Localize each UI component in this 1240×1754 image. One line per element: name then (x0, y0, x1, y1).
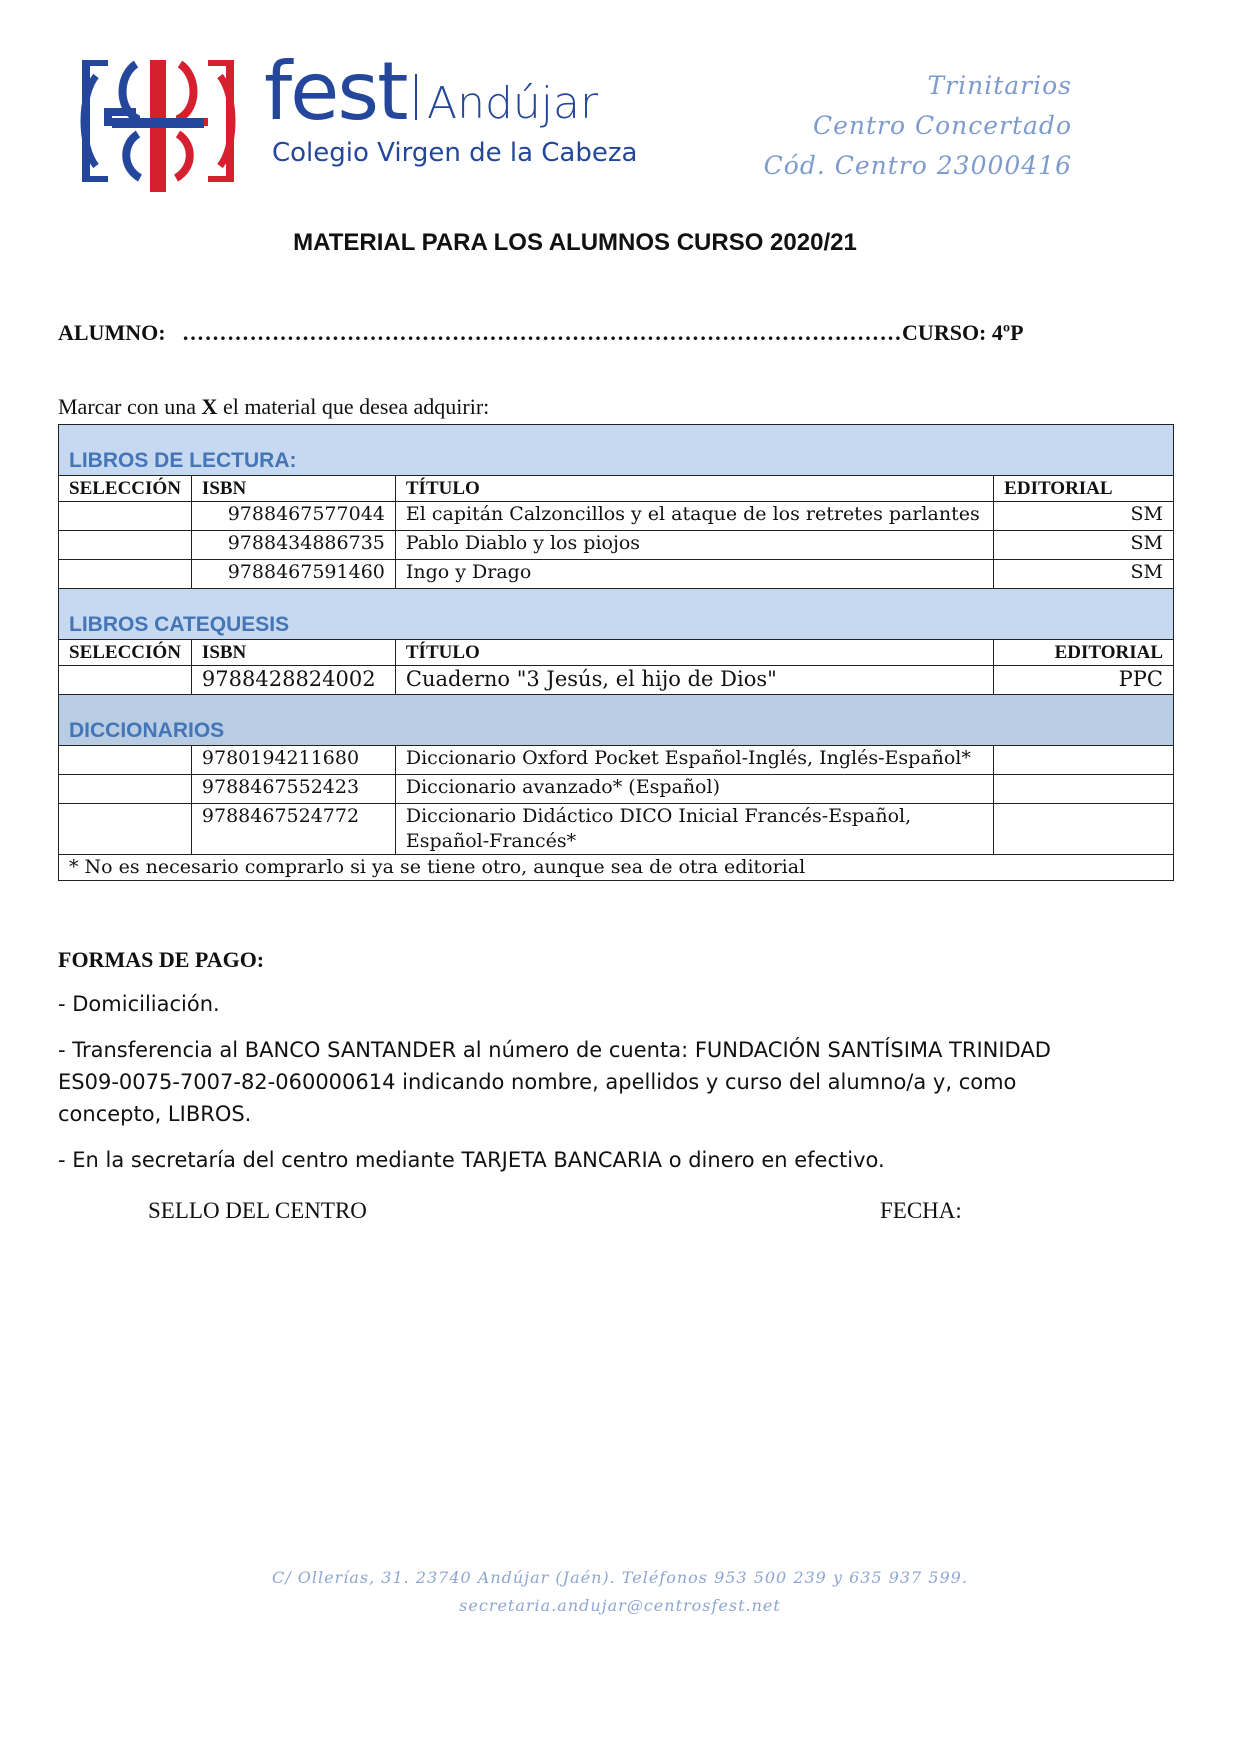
instruction-after: el material que desea adquirir: (222, 394, 490, 419)
column-header: ISBN (191, 640, 395, 666)
section-title: LIBROS CATEQUESIS (59, 589, 1174, 640)
school-name: Colegio Virgen de la Cabeza (272, 138, 638, 168)
brand-name: fest (264, 45, 407, 138)
column-header: TÍTULO (395, 640, 993, 666)
table-row (59, 502, 1174, 531)
student-name-field[interactable]: …………………………………………………………………………………… (182, 320, 903, 345)
title-cell: Pablo Diablo y los piojos (395, 531, 993, 560)
column-header: SELECCIÓN (59, 640, 192, 666)
isbn-cell: 9788467524772 (191, 804, 395, 855)
instruction-text (58, 394, 489, 420)
selection-cell[interactable] (59, 804, 192, 855)
column-header: EDITORIAL (994, 640, 1174, 666)
school-logo-icon (78, 56, 238, 196)
center-info-line: Cód. Centro 23000416 (763, 151, 1072, 180)
payment-option: - Domiciliación. (58, 992, 220, 1016)
course-label: CURSO: 4ºP (902, 320, 1024, 345)
section-title: DICCIONARIOS (59, 695, 1174, 746)
brand-divider (415, 74, 417, 120)
editorial-cell: SM (994, 560, 1174, 589)
section-header-reading (59, 425, 1174, 476)
column-header: ISBN (191, 476, 395, 502)
table-row (59, 560, 1174, 589)
title-cell: El capitán Calzoncillos y el ataque de los retretes parlantes (395, 502, 993, 531)
table-row (59, 804, 1174, 855)
isbn-cell: 9788434886735 (191, 531, 395, 560)
payment-option: - Transferencia al BANCO SANTANDER al número de cuenta: FUNDACIÓN SANTÍSIMA TRINIDAD ES09-0075-7007-82-060000614 indicando nombre, apellidos y curso del alumno/a y, como concepto, LIBROS. (58, 1038, 1051, 1126)
title-cell: Cuaderno "3 Jesús, el hijo de Dios" (395, 666, 993, 695)
editorial-cell (994, 804, 1174, 855)
student-label: ALUMNO: (58, 320, 166, 345)
footer-address: C/ Ollerías, 31. 23740 Andújar (Jaén). Teléfonos 953 500 239 y 635 937 599. (272, 1568, 968, 1587)
selection-cell[interactable] (59, 531, 192, 560)
isbn-cell: 9788467552423 (191, 775, 395, 804)
student-line (58, 320, 1024, 346)
section-header-dictionaries (59, 695, 1174, 746)
payment-option: - En la secretaría del centro mediante TARJETA BANCARIA o dinero en efectivo. (58, 1148, 885, 1172)
title-cell: Diccionario Didáctico DICO Inicial Francés-Español, Español-Francés* (395, 804, 993, 855)
center-info (764, 66, 1072, 186)
brand-city: Andújar (427, 78, 599, 129)
table-header-row (59, 476, 1174, 502)
selection-cell[interactable] (59, 502, 192, 531)
title-cell: Diccionario Oxford Pocket Español-Inglés, Inglés-Español* (395, 746, 993, 775)
instruction-mark: X (201, 394, 218, 419)
column-header: TÍTULO (395, 476, 993, 502)
editorial-cell: PPC (994, 666, 1174, 695)
isbn-cell: 9788428824002 (191, 666, 395, 695)
footer-email[interactable]: secretaria.andujar@centrosfest.net (459, 1596, 781, 1615)
footer (0, 1564, 1240, 1620)
section-header-catechesis (59, 589, 1174, 640)
selection-cell[interactable] (59, 775, 192, 804)
editorial-cell: SM (994, 531, 1174, 560)
center-info-line: Centro Concertado (812, 111, 1072, 140)
isbn-cell: 9780194211680 (191, 746, 395, 775)
table-header-row (59, 640, 1174, 666)
section-title: LIBROS DE LECTURA: (59, 425, 1174, 476)
selection-cell[interactable] (59, 666, 192, 695)
selection-cell[interactable] (59, 746, 192, 775)
table-row (59, 775, 1174, 804)
editorial-cell: SM (994, 502, 1174, 531)
table-row (59, 666, 1174, 695)
payment-section (58, 944, 1118, 1190)
title-cell: Ingo y Drago (395, 560, 993, 589)
materials-table (58, 424, 1174, 881)
selection-cell[interactable] (59, 560, 192, 589)
payment-title: FORMAS DE PAGO: (58, 947, 265, 972)
isbn-cell: 9788467577044 (191, 502, 395, 531)
stamp-label: SELLO DEL CENTRO (148, 1198, 367, 1223)
table-row (59, 746, 1174, 775)
editorial-cell (994, 775, 1174, 804)
date-label: FECHA: (880, 1198, 962, 1223)
table-footnote: * No es necesario comprarlo si ya se tiene otro, aunque sea de otra editorial (59, 855, 1174, 881)
instruction-before: Marcar con una (58, 394, 197, 419)
isbn-cell: 9788467591460 (191, 560, 395, 589)
editorial-cell (994, 746, 1174, 775)
table-footnote-row (59, 855, 1174, 881)
title-cell: Diccionario avanzado* (Español) (395, 775, 993, 804)
document-title: MATERIAL PARA LOS ALUMNOS CURSO 2020/21 (293, 229, 857, 256)
column-header: SELECCIÓN (59, 476, 192, 502)
table-row (59, 531, 1174, 560)
center-info-line: Trinitarios (927, 71, 1072, 100)
column-header: EDITORIAL (994, 476, 1174, 502)
